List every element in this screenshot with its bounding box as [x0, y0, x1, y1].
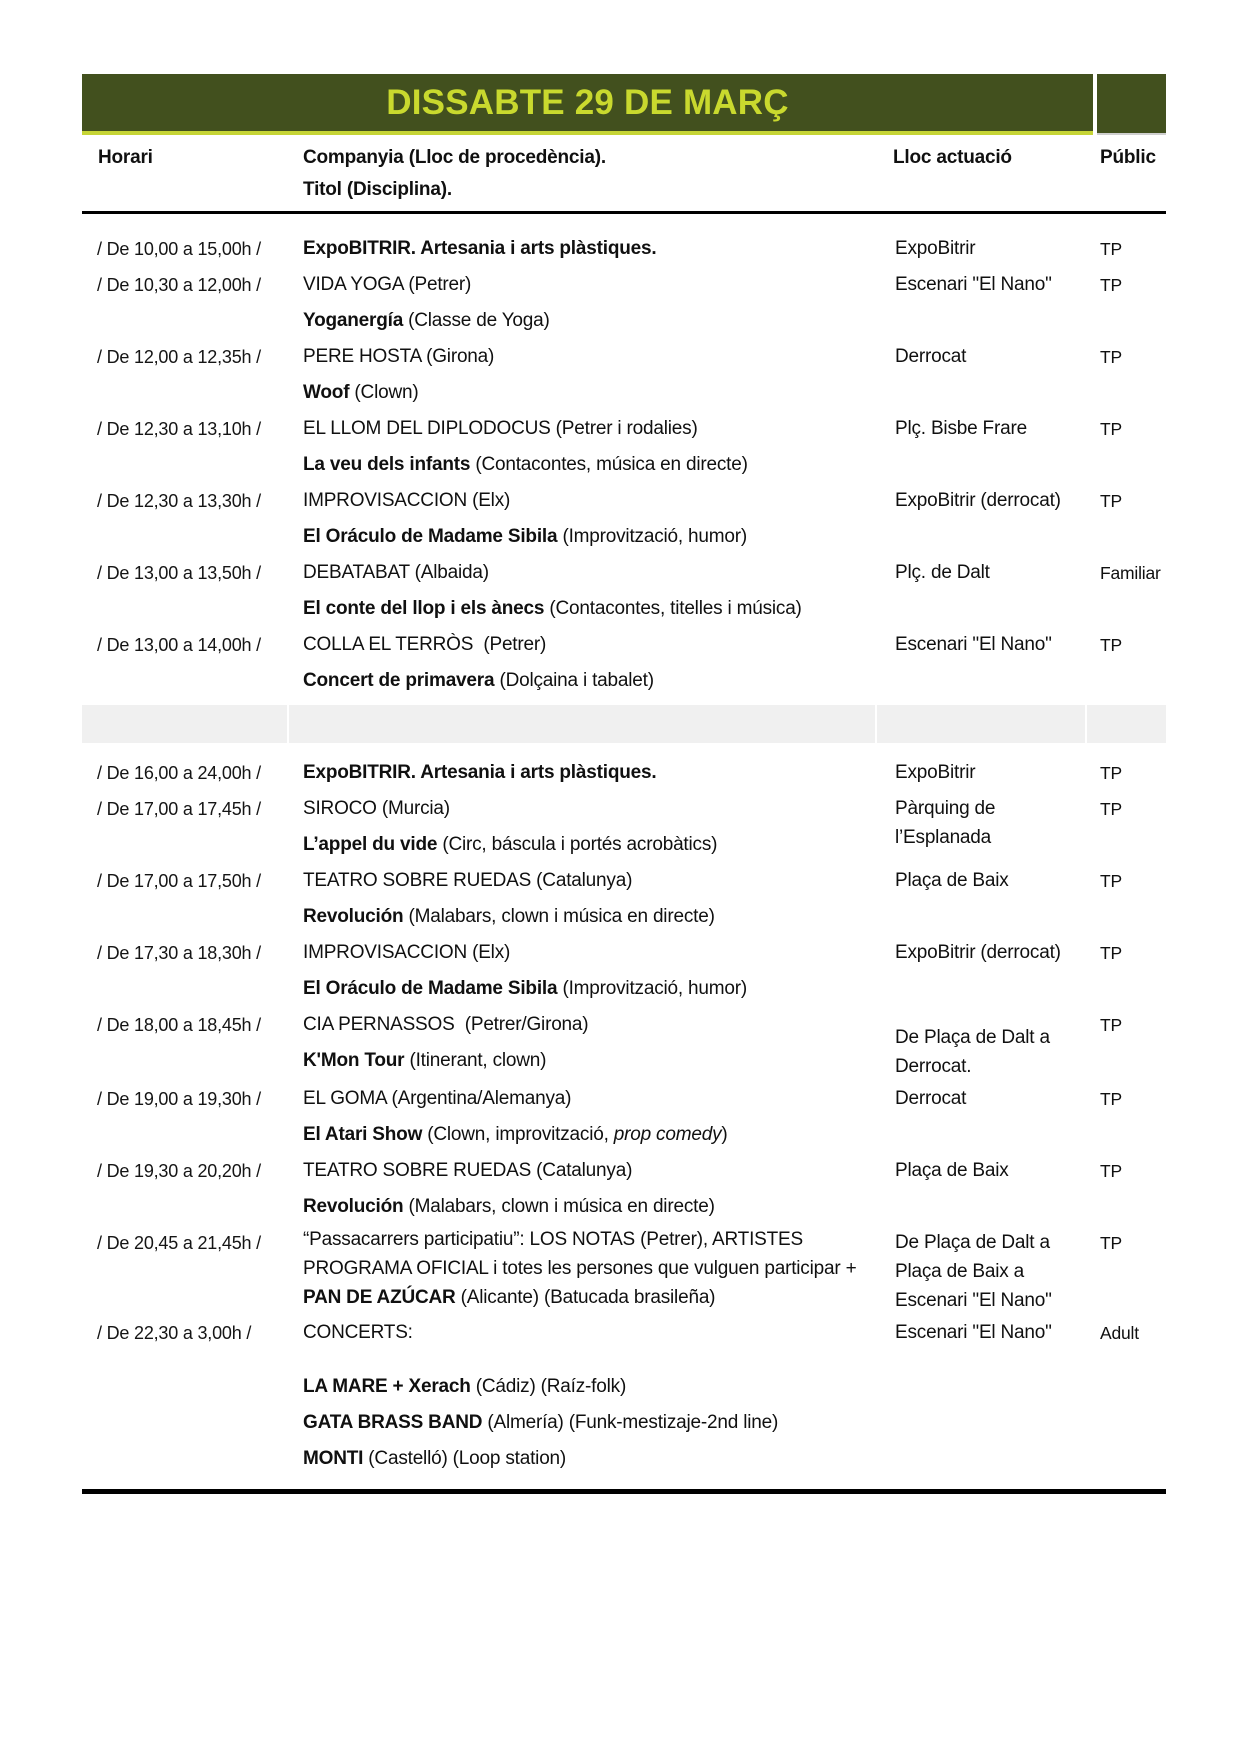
event-main	[289, 267, 877, 339]
event-public: TP	[1100, 419, 1122, 439]
location-line: Plç. de Dalt	[895, 562, 990, 583]
event-public: TP	[1100, 239, 1122, 259]
text-segment: K'Mon Tour	[303, 1050, 405, 1071]
column-headers	[82, 147, 1166, 201]
text-segment: CONCERTS:	[303, 1322, 413, 1343]
company-line	[303, 339, 877, 375]
event-main	[289, 755, 877, 791]
title-line	[303, 519, 877, 555]
company-line	[303, 627, 877, 663]
schedule-row	[82, 1315, 1166, 1477]
company-line	[303, 1081, 877, 1117]
bottom-rule	[82, 1489, 1166, 1494]
text-segment: (Malabars, clown i música en directe)	[403, 1196, 715, 1217]
text-segment: Revolución	[303, 1196, 404, 1217]
event-time: / De 17,00 a 17,50h /	[97, 871, 261, 891]
text-segment: PAN DE AZÚCAR	[303, 1287, 456, 1308]
schedule-row	[82, 339, 1166, 411]
event-location	[877, 863, 1087, 935]
event-location	[877, 339, 1087, 411]
text-segment: )	[721, 1124, 728, 1145]
company-line	[303, 1007, 877, 1043]
event-main	[289, 1081, 877, 1153]
schedule-row	[82, 1007, 1166, 1081]
title-line	[303, 591, 877, 627]
text-segment: (Malabars, clown i música en directe)	[403, 906, 715, 927]
text-segment: GATA BRASS BAND	[303, 1412, 483, 1433]
company-line	[303, 791, 877, 827]
event-main	[289, 791, 877, 863]
title-line	[303, 1117, 877, 1153]
event-location	[877, 231, 1087, 267]
text-segment: EL LLOM DEL DIPLODOCUS (Petrer i rodalies)	[303, 418, 698, 439]
event-main	[289, 1153, 877, 1225]
title-line	[303, 447, 877, 483]
event-public: TP	[1100, 1161, 1122, 1181]
location-line: ExpoBitrir	[895, 762, 976, 783]
title-line	[303, 1189, 877, 1225]
event-location	[877, 755, 1087, 791]
event-main	[289, 339, 877, 411]
company-line	[303, 483, 877, 519]
text-segment: DEBATABAT (Albaida)	[303, 562, 489, 583]
event-main	[289, 411, 877, 483]
separator-cell	[877, 705, 1087, 743]
event-location	[877, 1225, 1087, 1315]
day-header-side-block	[1097, 74, 1166, 135]
title-line	[303, 971, 877, 1007]
section-separator	[82, 705, 1166, 743]
location-line: Pàrquing de	[895, 798, 996, 819]
text-segment: prop comedy	[613, 1124, 722, 1145]
event-time: / De 19,00 a 19,30h /	[97, 1089, 261, 1109]
event-time: / De 12,30 a 13,10h /	[97, 419, 261, 439]
schedule-row	[82, 555, 1166, 627]
event-main	[289, 1315, 877, 1477]
location-line: Derrocat.	[895, 1056, 972, 1077]
title-line	[303, 1043, 877, 1079]
schedule-row	[82, 1081, 1166, 1153]
company-line	[303, 411, 877, 447]
event-public: TP	[1100, 635, 1122, 655]
event-location	[877, 1007, 1087, 1081]
event-main	[289, 627, 877, 699]
text-segment: VIDA YOGA (Petrer)	[303, 274, 472, 295]
event-time: / De 13,00 a 14,00h /	[97, 635, 261, 655]
day-header	[82, 74, 1166, 135]
title-line	[303, 1369, 877, 1405]
location-line: ExpoBitrir	[895, 238, 976, 259]
schedule-row	[82, 483, 1166, 555]
text-segment: PERE HOSTA (Girona)	[303, 346, 495, 367]
event-public: Adult	[1100, 1323, 1139, 1343]
location-line: Plç. Bisbe Frare	[895, 418, 1027, 439]
schedule-row	[82, 1153, 1166, 1225]
text-segment: ExpoBITRIR. Artesania i arts plàstiques.	[303, 762, 657, 783]
text-segment: (Alicante) (Batucada brasileña)	[455, 1287, 716, 1308]
company-line	[303, 555, 877, 591]
event-public: Familiar	[1100, 563, 1161, 583]
event-public: TP	[1100, 1233, 1122, 1253]
event-main	[289, 483, 877, 555]
header-companyia-line: Companyia (Lloc de procedència).	[303, 147, 606, 168]
event-location	[877, 1081, 1087, 1153]
separator-cell	[289, 705, 877, 743]
event-location	[877, 791, 1087, 863]
company-line	[303, 231, 877, 267]
rows	[82, 214, 1166, 1477]
location-line: Escenari "El Nano"	[895, 1290, 1052, 1311]
title-line	[303, 1441, 877, 1477]
event-location	[877, 411, 1087, 483]
event-public: TP	[1100, 491, 1122, 511]
text-segment: MONTI	[303, 1448, 364, 1469]
location-line: Plaça de Baix	[895, 870, 1009, 891]
event-public: TP	[1100, 1089, 1122, 1109]
title-line	[303, 827, 877, 863]
text-segment: TEATRO SOBRE RUEDAS (Catalunya)	[303, 1160, 633, 1181]
text-segment: Concert de primavera	[303, 670, 495, 691]
text-segment: CIA PERNASSOS (Petrer/Girona)	[303, 1014, 589, 1035]
schedule-row	[82, 791, 1166, 863]
schedule-row	[82, 411, 1166, 483]
text-segment: COLLA EL TERRÒS (Petrer)	[303, 634, 547, 655]
event-time: / De 13,00 a 13,50h /	[97, 563, 261, 583]
location-line: Derrocat	[895, 1088, 967, 1109]
company-line	[303, 1315, 877, 1351]
title-line	[303, 1405, 877, 1441]
location-line: De Plaça de Dalt a	[895, 1232, 1050, 1253]
company-line	[303, 267, 877, 303]
event-public: TP	[1100, 799, 1122, 819]
text-segment: (Dolçaina i tabalet)	[494, 670, 654, 691]
event-time: / De 10,30 a 12,00h /	[97, 275, 261, 295]
event-time: / De 12,30 a 13,30h /	[97, 491, 261, 511]
event-main	[289, 1225, 877, 1315]
text-segment: (Castelló) (Loop station)	[363, 1448, 567, 1469]
event-time: / De 20,45 a 21,45h /	[97, 1233, 261, 1253]
event-time: / De 16,00 a 24,00h /	[97, 763, 261, 783]
schedule-row	[82, 1225, 1166, 1315]
company-line	[303, 935, 877, 971]
event-location	[877, 1315, 1087, 1477]
schedule-sheet	[82, 74, 1166, 1494]
text-segment: LA MARE + Xerach	[303, 1376, 471, 1397]
text-segment: (Cádiz) (Raíz-folk)	[470, 1376, 627, 1397]
schedule-row	[82, 935, 1166, 1007]
event-public: TP	[1100, 871, 1122, 891]
text-segment: TEATRO SOBRE RUEDAS (Catalunya)	[303, 870, 633, 891]
header-lloc-actuacio: Lloc actuació	[893, 147, 1012, 168]
text-segment: Revolución	[303, 906, 404, 927]
text-segment: EL GOMA (Argentina/Alemanya)	[303, 1088, 572, 1109]
event-time: / De 19,30 a 20,20h /	[97, 1161, 261, 1181]
text-segment: IMPROVISACCION (Elx)	[303, 490, 511, 511]
event-public: TP	[1100, 275, 1122, 295]
text-segment: (Clown, improvització,	[422, 1124, 614, 1145]
title-line	[303, 899, 877, 935]
header-horari: Horari	[98, 147, 153, 168]
event-time: / De 18,00 a 18,45h /	[97, 1015, 261, 1035]
text-segment: (Contacontes, titelles i música)	[544, 598, 802, 619]
location-line: Plaça de Baix a	[895, 1261, 1025, 1282]
location-line: Plaça de Baix	[895, 1160, 1009, 1181]
company-line	[303, 1225, 877, 1312]
text-segment: (Classe de Yoga)	[403, 310, 550, 331]
location-line: De Plaça de Dalt a	[895, 1027, 1050, 1048]
text-segment: IMPROVISACCION (Elx)	[303, 942, 511, 963]
text-segment: El Oráculo de Madame Sibila	[303, 978, 558, 999]
text-segment: (Contacontes, música en directe)	[470, 454, 748, 475]
separator-cell	[1087, 705, 1166, 743]
text-segment: L’appel du vide	[303, 834, 438, 855]
company-line	[303, 863, 877, 899]
separator-cell	[82, 705, 289, 743]
event-location	[877, 267, 1087, 339]
location-line: l’Esplanada	[895, 827, 992, 848]
company-line	[303, 1153, 877, 1189]
event-main	[289, 1007, 877, 1081]
text-segment: El Oráculo de Madame Sibila	[303, 526, 558, 547]
schedule-row	[82, 863, 1166, 935]
title-line	[303, 663, 877, 699]
text-segment: Yoganergía	[303, 310, 404, 331]
location-line: ExpoBitrir (derrocat)	[895, 490, 1061, 511]
text-segment: (Almería) (Funk-mestizaje-2nd line)	[482, 1412, 779, 1433]
schedule-row	[82, 267, 1166, 339]
text-segment: Woof	[303, 382, 350, 403]
text-segment: El conte del llop i els ànecs	[303, 598, 545, 619]
text-segment: La veu dels infants	[303, 454, 471, 475]
text-segment: SIROCO (Murcia)	[303, 798, 450, 819]
event-time: / De 22,30 a 3,00h /	[97, 1323, 252, 1343]
page-title: DISSABTE 29 DE MARÇ	[386, 82, 789, 122]
event-main	[289, 863, 877, 935]
location-line: Derrocat	[895, 346, 967, 367]
schedule-row	[82, 755, 1166, 791]
event-location	[877, 1153, 1087, 1225]
event-public: TP	[1100, 763, 1122, 783]
company-line	[303, 755, 877, 791]
event-public: TP	[1100, 943, 1122, 963]
text-segment: (Improvització, humor)	[557, 978, 748, 999]
title-line	[303, 303, 877, 339]
event-location	[877, 627, 1087, 699]
event-time: / De 17,00 a 17,45h /	[97, 799, 261, 819]
location-line: Escenari "El Nano"	[895, 274, 1052, 295]
event-location	[877, 935, 1087, 1007]
schedule-row	[82, 627, 1166, 699]
event-time: / De 12,00 a 12,35h /	[97, 347, 261, 367]
event-main	[289, 935, 877, 1007]
header-public: Públic	[1100, 147, 1156, 168]
text-segment: PROGRAMA OFICIAL i totes les persones que vulguen participar +	[303, 1258, 857, 1279]
event-time: / De 17,30 a 18,30h /	[97, 943, 261, 963]
location-line: Escenari "El Nano"	[895, 1322, 1052, 1343]
header-titol-line: Titol (Disciplina).	[303, 179, 452, 200]
title-line	[303, 375, 877, 411]
event-time: / De 10,00 a 15,00h /	[97, 239, 261, 259]
text-segment: (Clown)	[349, 382, 419, 403]
text-segment: (Itinerant, clown)	[404, 1050, 547, 1071]
schedule-row	[82, 231, 1166, 267]
event-public: TP	[1100, 347, 1122, 367]
event-public: TP	[1100, 1015, 1122, 1035]
location-line: ExpoBitrir (derrocat)	[895, 942, 1061, 963]
text-segment: “Passacarrers participatiu”: LOS NOTAS (Petrer), ARTISTES	[303, 1229, 803, 1250]
event-main	[289, 555, 877, 627]
text-segment: ExpoBITRIR. Artesania i arts plàstiques.	[303, 238, 657, 259]
location-line: Escenari "El Nano"	[895, 634, 1052, 655]
text-segment: (Improvització, humor)	[557, 526, 748, 547]
text-segment: (Circ, báscula i portés acrobàtics)	[437, 834, 718, 855]
text-segment: El Atari Show	[303, 1124, 423, 1145]
event-location	[877, 555, 1087, 627]
event-location	[877, 483, 1087, 555]
header-companyia	[289, 147, 877, 201]
event-main	[289, 231, 877, 267]
